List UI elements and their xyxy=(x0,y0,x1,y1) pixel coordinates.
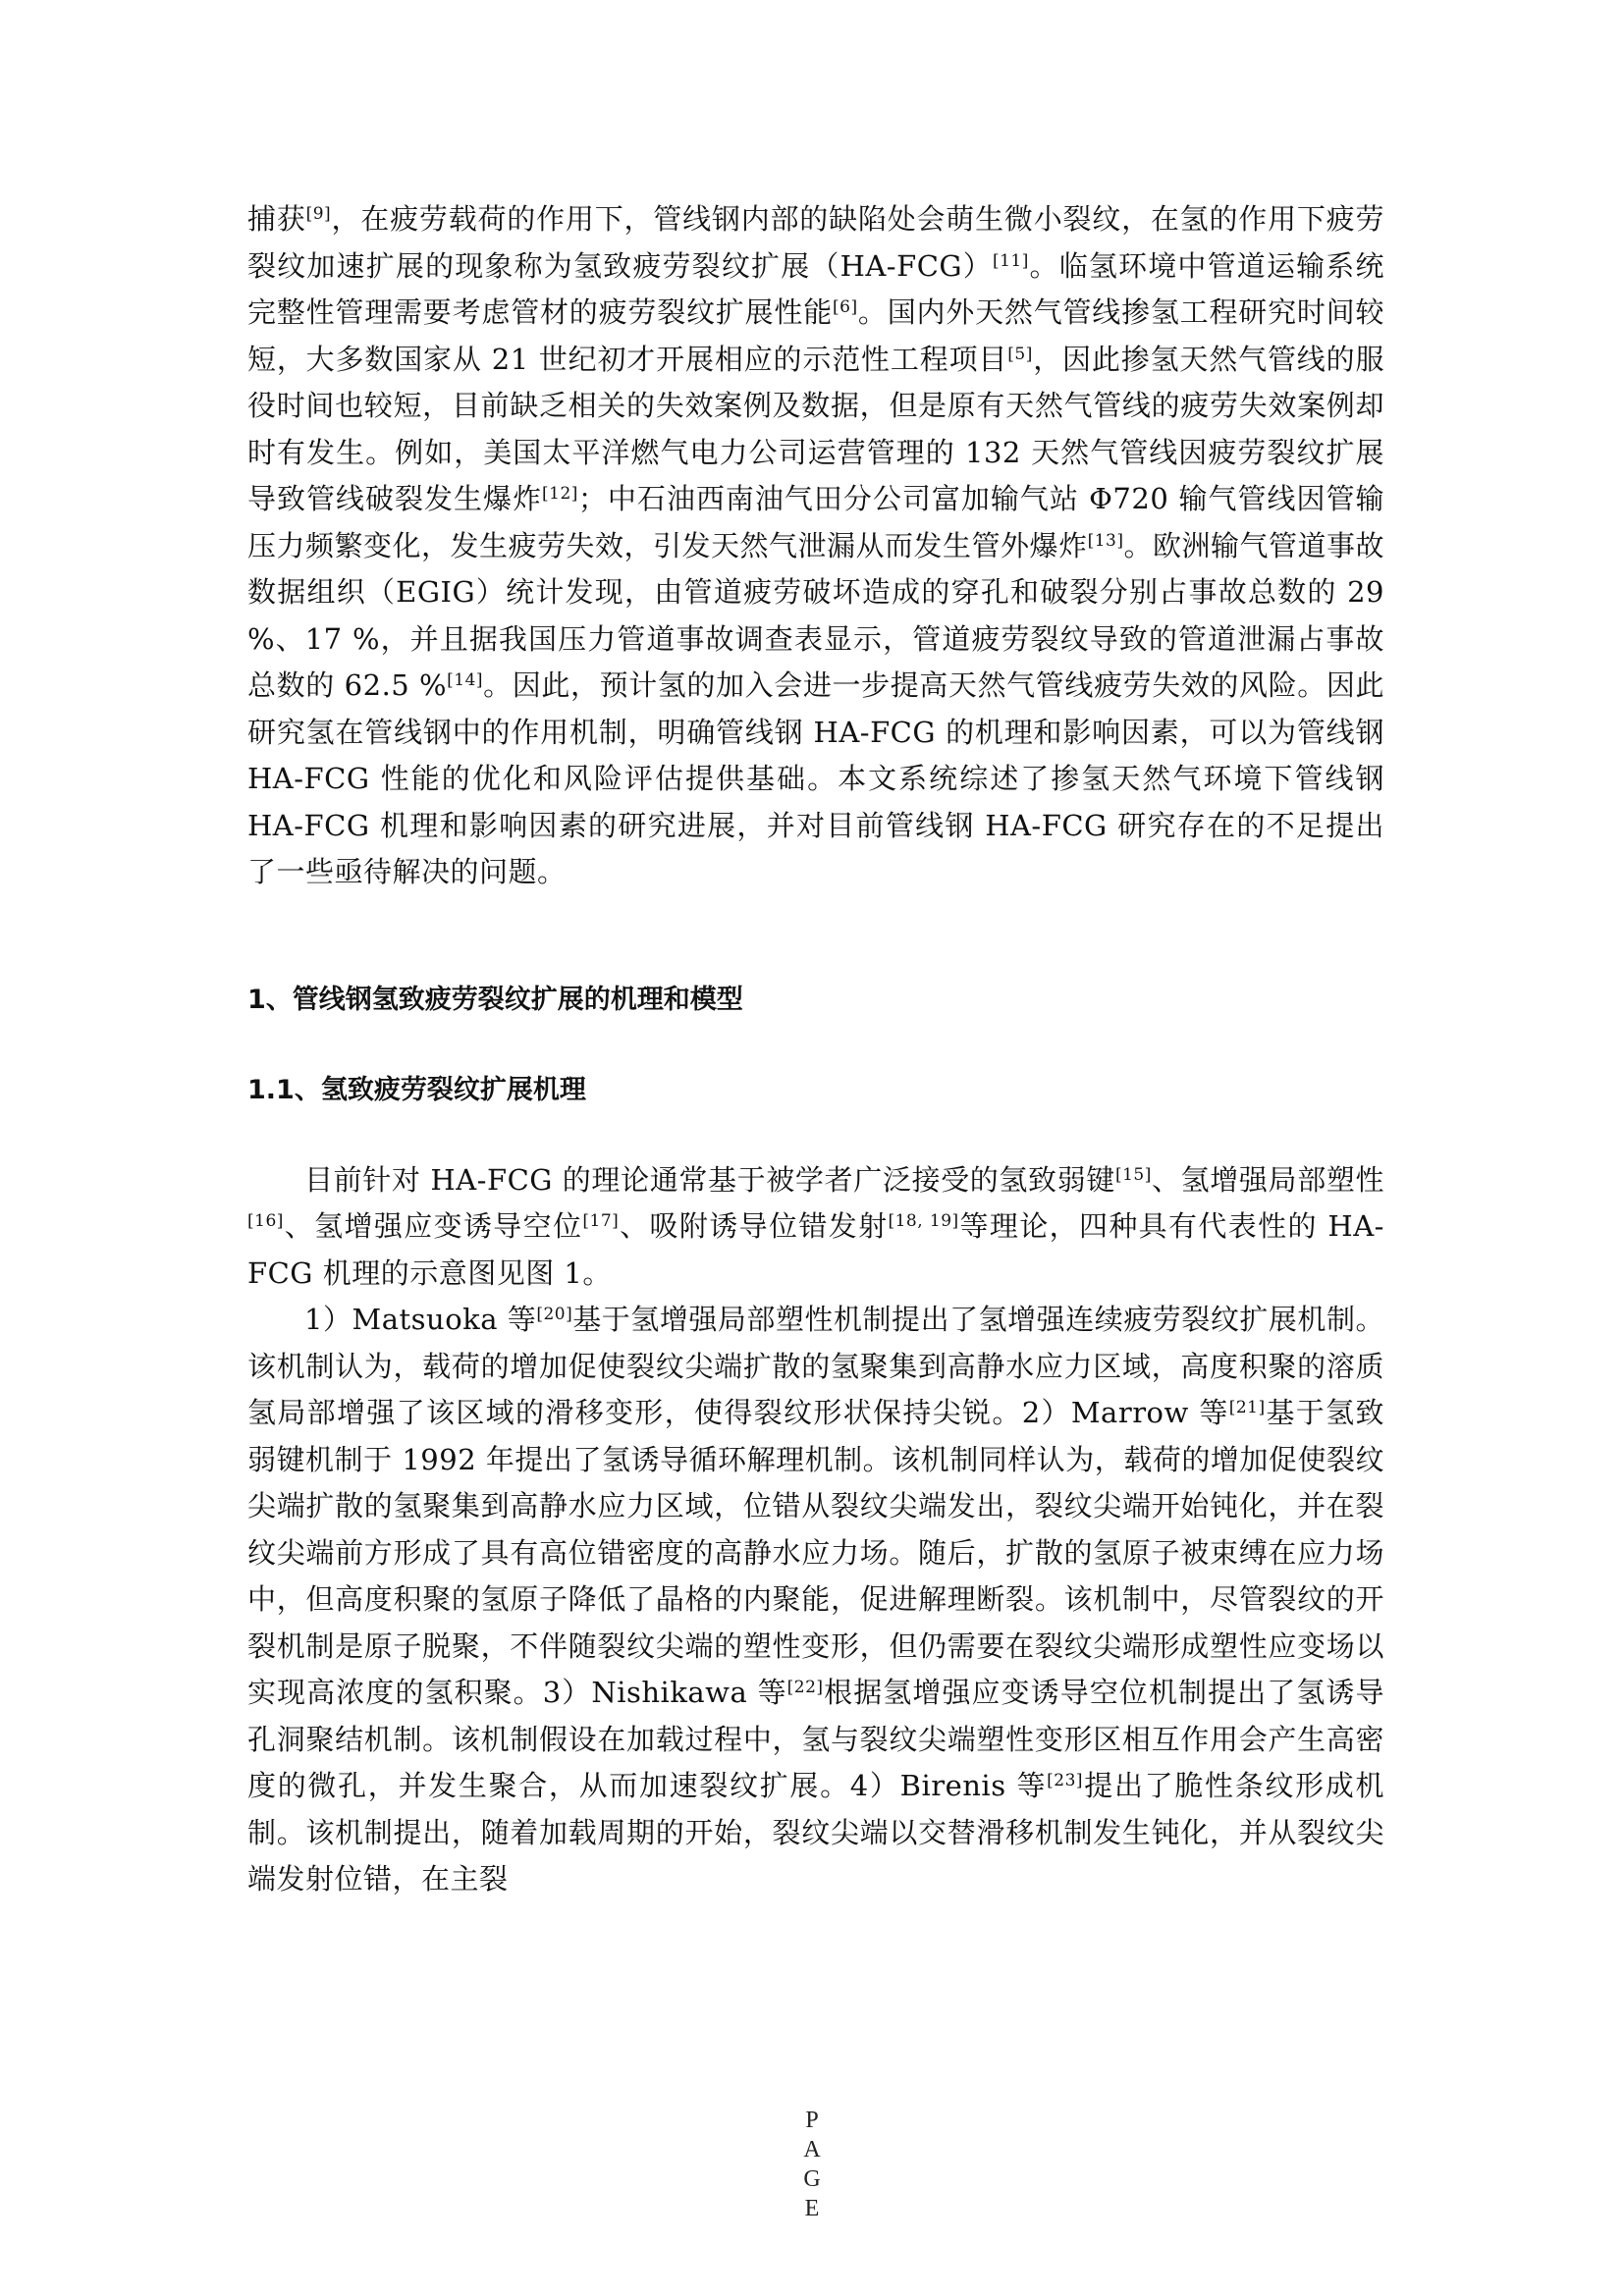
document-body xyxy=(247,196,1384,1903)
citation: [6] xyxy=(833,296,858,317)
text-run: 。临氢环境中管道运输系统完整性管理需要考虑管材的疲劳裂纹扩展性能 xyxy=(247,248,1384,329)
citation: [11] xyxy=(992,250,1029,271)
text-run: 、氢增强应变诱导空位 xyxy=(283,1209,583,1243)
section-heading-1-1: 1.1、氢致疲劳裂纹扩展机理 xyxy=(247,1074,586,1105)
mechanism-detail-paragraph xyxy=(247,1297,1384,1903)
citation: [12] xyxy=(542,483,578,504)
citation: [18, 19] xyxy=(888,1210,959,1231)
text-run: ，因此掺氢天然气管线的服役时间也较短，目前缺乏相关的失效案例及数据，但是原有天然气管线的疲劳失效案例却时有发生。例如，美国太平洋燃气电力公司运营管理的 132 天然气管线因疲劳裂纹扩展导致管线破裂发生爆炸 xyxy=(247,342,1384,515)
citation: [13] xyxy=(1087,530,1124,551)
footer-letter: E xyxy=(804,2196,820,2221)
mechanism-intro-paragraph xyxy=(247,1157,1384,1298)
footer-letter: A xyxy=(803,2137,821,2163)
text-run: 基于氢致弱键机制于 1992 年提出了氢诱导循环解理机制。该机制同样认为，载荷的增加促使裂纹尖端扩散的氢聚集到高静水应力区域，位错从裂纹尖端发出，裂纹尖端开始钝化，并在裂纹尖端前方形成了具有高位错密度的高静水应力场。随后，扩散的氢原子被束缚在应力场中，但高度积聚的氢原子降低了晶格的内聚能，促进解理断裂。该机制中，尽管裂纹的开裂机制是原子脱聚，不伴随裂纹尖端的塑性变形，但仍需要在裂纹尖端形成塑性应变场以实现高浓度的氢积聚。3）Nishikawa 等 xyxy=(247,1396,1384,1709)
citation: [22] xyxy=(786,1677,824,1697)
text-run: 等理论，四种具有代表性的 HA-FCG 机理的示意图见图 1。 xyxy=(247,1209,1384,1290)
citation: [17] xyxy=(582,1210,620,1231)
citation: [15] xyxy=(1114,1164,1152,1185)
text-run: 。因此，预计氢的加入会进一步提高天然气管线疲劳失效的风险。因此研究氢在管线钢中的作用机制，明确管线钢 HA-FCG 的机理和影响因素，可以为管线钢 HA-FCG 性能的优化和风险评估提供基础。本文系统综述了掺氢天然气环境下管线钢 HA-FCG 机理和影响因素的研究进展，并对目前管线钢 HA-FCG 研究存在的不足提出了一些亟待解决的问题。 xyxy=(247,668,1384,888)
text-run: 。欧洲输气管道事故数据组织（EGIG）统计发现，由管道疲劳破坏造成的穿孔和破裂分别占事故总数的 29 %、17 %，并且据我国压力管道事故调查表显示，管道疲劳裂纹导致的管道泄漏占事故总数的 62.5 % xyxy=(247,528,1384,702)
text-run: 提出了脆性条纹形成机制。该机制提出，随着加载周期的开始，裂纹尖端以交替滑移机制发生钝化，并从裂纹尖端发射位错，在主裂 xyxy=(247,1769,1384,1896)
citation: [23] xyxy=(1047,1770,1084,1790)
text-run: ；中石油西南油气田分公司富加输气站 Φ720 输气管线因管输压力频繁变化，发生疲劳失效，引发天然气泄漏从而发生管外爆炸 xyxy=(247,482,1384,562)
text-run: 根据氢增强应变诱导空位机制提出了氢诱导孔洞聚结机制。该机制假设在加载过程中，氢与裂纹尖端塑性变形区相互作用会产生高密度的微孔，并发生聚合，从而加速裂纹扩展。4）Birenis 等 xyxy=(247,1676,1384,1802)
citation: [9] xyxy=(305,203,332,224)
citation: [16] xyxy=(247,1210,284,1231)
section-heading-1: 1、管线钢氢致疲劳裂纹扩展的机理和模型 xyxy=(247,984,743,1015)
citation: [5] xyxy=(1007,344,1033,364)
citation: [20] xyxy=(536,1304,573,1324)
text-run: 1）Matsuoka 等 xyxy=(304,1303,537,1336)
text-run: ，在疲劳载荷的作用下，管线钢内部的缺陷处会萌生微小裂纹，在氢的作用下疲劳裂纹加速扩展的现象称为氢致疲劳裂纹扩展（HA-FCG） xyxy=(247,202,1384,283)
text-run: 、氢增强局部塑性 xyxy=(1151,1162,1384,1197)
text-run: 目前针对 HA-FCG 的理论通常基于被学者广泛接受的氢致弱键 xyxy=(304,1162,1115,1197)
citation: [14] xyxy=(447,669,484,690)
text-run: 、吸附诱导位错发射 xyxy=(619,1209,889,1243)
footer-letter: P xyxy=(805,2108,819,2133)
text-run: 捕获 xyxy=(247,202,306,236)
page-footer xyxy=(797,2106,827,2223)
footer-letter: G xyxy=(803,2166,821,2192)
text-run: 基于氢增强局部塑性机制提出了氢增强连续疲劳裂纹扩展机制。该机制认为，载荷的增加促使裂纹尖端扩散的氢聚集到高静水应力区域，高度积聚的溶质氢局部增强了该区域的滑移变形，使得裂纹形状保持尖锐。2）Marrow 等 xyxy=(247,1303,1384,1429)
intro-paragraph xyxy=(247,196,1384,896)
citation: [21] xyxy=(1228,1397,1266,1417)
text-run: 。国内外天然气管线掺氢工程研究时间较短，大多数国家从 21 世纪初才开展相应的示范性工程项目 xyxy=(247,295,1384,376)
